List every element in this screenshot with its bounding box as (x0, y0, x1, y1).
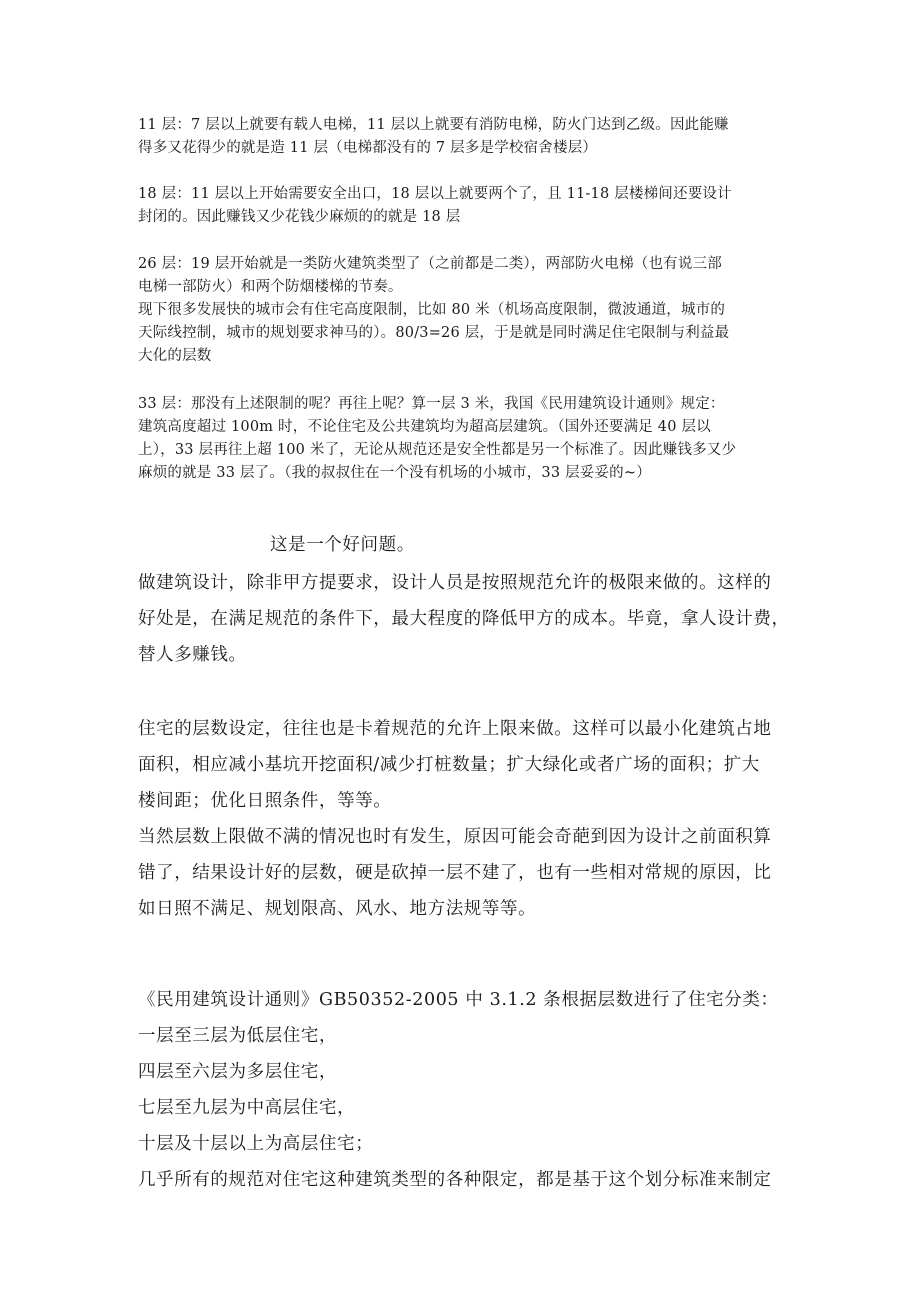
paragraph-floor-11 (138, 114, 788, 160)
text-line: 现下很多发展快的城市会有住宅高度限制，比如 80 米（机场高度限制，微波通道，城市的 (138, 302, 726, 318)
text-line: 楼间距；优化日照条件，等等。 (138, 791, 392, 811)
title-text: 这是一个好问题。 (270, 535, 415, 555)
paragraph-classification (138, 982, 788, 1198)
text-line: 如日照不满足、规划限高、风水、地方法规等等。 (138, 899, 537, 919)
text-line: 错了，结果设计好的层数，硬是砍掉一层不建了，也有一些相对常规的原因，比 (138, 863, 772, 883)
text-line: 上），33 层再往上超 100 米了，无论从规范还是安全性都是另一个标准了。因此赚钱多又少 (138, 442, 737, 458)
text-line: 大化的层数 (138, 348, 212, 364)
text-line: 《民用建筑设计通则》GB50352-2005 中 3.1.2 条根据层数进行了住宅分类： (138, 990, 779, 1010)
text-line: 好处是，在满足规范的条件下，最大程度的降低甲方的成本。毕竟，拿人设计费， (138, 609, 790, 629)
text-line: 几乎所有的规范对住宅这种建筑类型的各种限定，都是基于这个划分标准来制定 (138, 1170, 772, 1190)
paragraph-design-limit (138, 565, 788, 673)
paragraph-floor-18 (138, 183, 788, 229)
list-item-high-rise: 十层及十层以上为高层住宅； (138, 1134, 374, 1154)
paragraph-floor-setting (138, 711, 788, 927)
text-line: 11 层：7 层以上就要有载人电梯，11 层以上就要有消防电梯，防火门达到乙级。因此能赚 (138, 117, 729, 133)
text-line: 当然层数上限做不满的情况也时有发生，原因可能会奇葩到因为设计之前面积算 (138, 827, 772, 847)
text-line: 替人多赚钱。 (138, 645, 247, 665)
text-line: 得多又花得少的就是造 11 层（电梯都没有的 7 层多是学校宿舍楼层） (138, 140, 598, 156)
text-line: 住宅的层数设定，往往也是卡着规范的允许上限来做。这样可以最小化建筑占地 (138, 719, 772, 739)
text-line: 26 层：19 层开始就是一类防火建筑类型了（之前都是二类），两部防火电梯（也有说三部 (138, 256, 722, 272)
text-line: 面积，相应减小基坑开挖面积/减少打桩数量；扩大绿化或者广场的面积；扩大 (138, 755, 760, 775)
text-line: 封闭的。因此赚钱又少花钱少麻烦的的就是 18 层 (138, 209, 461, 225)
text-line: 18 层：11 层以上开始需要安全出口，18 层以上就要两个了，且 11-18 层楼梯间还要设计 (138, 186, 732, 202)
section-title (138, 527, 788, 563)
text-line: 电梯一部防火）和两个防烟楼梯的节奏。 (138, 279, 403, 295)
text-line: 天际线控制，城市的规划要求神马的）。80/3=26 层，于是就是同时满足住宅限制与利益最 (138, 325, 730, 341)
text-line: 麻烦的就是 33 层了。（我的叔叔住在一个没有机场的小城市，33 层妥妥的~） (138, 465, 651, 481)
paragraph-floor-26 (138, 253, 788, 368)
text-line: 建筑高度超过 100m 时，不论住宅及公共建筑均为超高层建筑。（国外还要满足 40 层以 (138, 419, 711, 435)
list-item-low-rise: 一层至三层为低层住宅， (138, 1026, 338, 1046)
list-item-multi-story: 四层至六层为多层住宅， (138, 1062, 338, 1082)
paragraph-floor-33 (138, 393, 788, 485)
text-line: 做建筑设计，除非甲方提要求，设计人员是按照规范允许的极限来做的。这样的 (138, 573, 772, 593)
text-line: 33 层：那没有上述限制的呢？再往上呢？算一层 3 米，我国《民用建筑设计通则》规定： (138, 396, 725, 412)
list-item-mid-high-rise: 七层至九层为中高层住宅， (138, 1098, 356, 1118)
